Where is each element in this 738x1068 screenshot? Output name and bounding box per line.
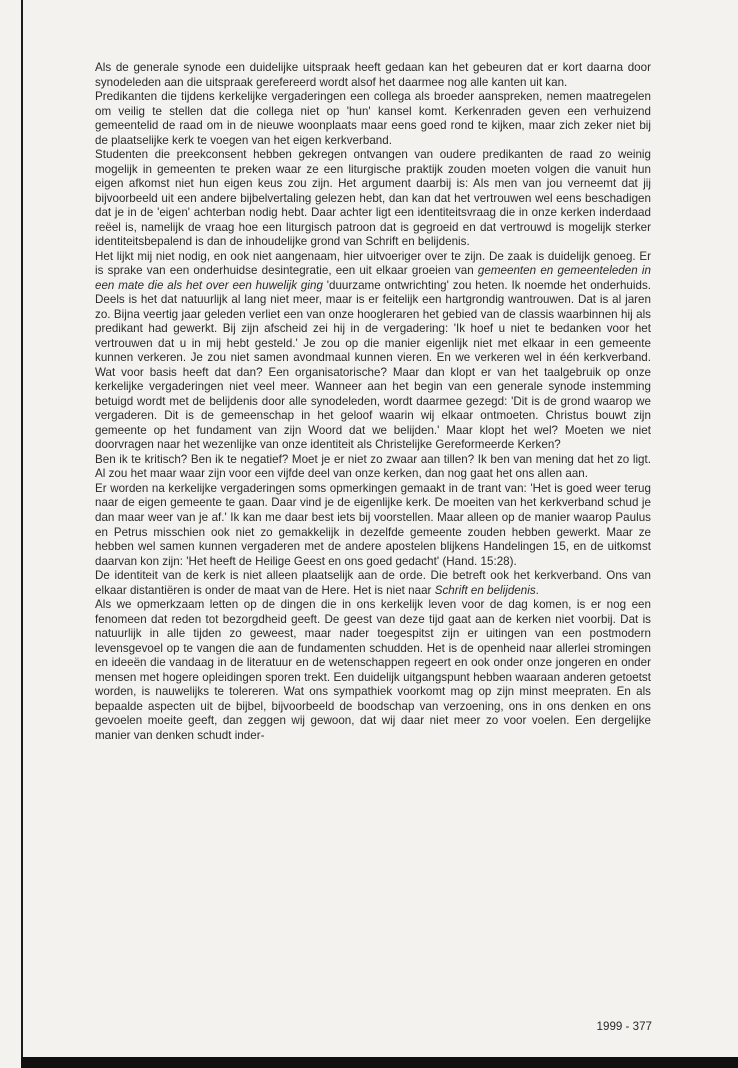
page-left-edge-rule	[21, 0, 23, 1058]
paragraph-7-part-1: De identiteit van de kerk is niet alleen plaatselijk aan de orde. Die betreft ook het kerkverband. Ons van elkaar distantiëren is onder de maat van de Here. Het is niet naar	[95, 569, 651, 597]
page-number: 1999 - 377	[596, 1020, 652, 1033]
paragraph-4	[95, 250, 651, 453]
paragraph-1: Als de generale synode een duidelijke uitspraak heeft gedaan kan het gebeuren dat er kort daarna door synodeleden aan die uitspraak gerefereerd wordt alsof het daarmee nog alle kanten uit kan.	[95, 61, 651, 89]
paragraph-4-italic: gemeenten en gemeenteleden in een mate die als het over een huwelijk ging	[95, 264, 651, 292]
paragraph-4-part-2: 'duurzame ontwrichting' zou heten. Ik noemde het onderhuids. Deels is het dat natuurlijk al lang niet meer, maar is er feitelijk een hartgrondig wantrouwen. Dat is al jaren zo. Bijna veertig jaar geleden verliet een van onze hoogleraren het gebied van de classis waarbinnen hij als predikant had gewerkt. Bij zijn afscheid zei hij in de vergadering: 'Ik hoef u niet te bedanken voor het vertrouwen dat u in mij hebt gesteld.' Je zou op die manier eigenlijk niet met elkaar in een gemeente kunnen verkeren. Je zou niet samen avondmaal kunnen vieren. En we verkeren wel in één kerkverband. Wat voor basis heeft dat dan? Een organisatorische? Maar dan klopt er van het taalgebruik op onze kerkelijke vergaderingen niet veel meer. Wanneer aan het begin van een generale synode instemming betuigd wordt met de belijdenis door alle synodeleden, wordt daarmee gezegd: 'Dit is de grond waarop we vergaderen. Dit is de gemeenschap in het geloof waarin wij elkaar ontmoeten. Christus bouwt zijn gemeente op het fundament van zijn Woord dat we belijden.' Maar klopt het wel? Moeten we niet doorvragen naar het wezenlijke van onze identiteit als Christelijke Gereformeerde Kerken?	[95, 278, 651, 452]
page-bottom-edge-rule	[21, 1057, 738, 1068]
paragraph-7-part-2: .	[535, 583, 539, 597]
paragraph-5: Ben ik te kritisch? Ben ik te negatief? Moet je er niet zo zwaar aan tillen? Ik ben van mening dat het zo ligt. Al zou het maar waar zijn voor een vijfde deel van onze kerken, dan nog gaat het ons allen aan.	[95, 452, 651, 481]
paragraph-2: Predikanten die tijdens kerkelijke vergaderingen een collega als broeder aanspreken, nemen maatregelen om veilig te stellen dat die collega niet op 'hun' kansel komt. Kerkenraden geven een verhuizend gemeentelid de raad om in de nieuwe woonplaats maar eens goed rond te kijken, maar zich zeker niet bij de plaatselijke kerk te voegen van het eigen kerkverband.	[95, 90, 651, 147]
paragraph-7-italic: Schrift en belijdenis	[434, 583, 536, 597]
paragraph-4-part-1: Het lijkt mij niet nodig, en ook niet aangenaam, hier uitvoeriger over te zijn. De zaak is duidelijk genoeg. Er is sprake van een onderhuidse desintegratie, een uit elkaar groeien van	[95, 249, 651, 278]
paragraph-3: Studenten die preekconsent hebben gekregen ontvangen van oudere predikanten de raad zo weinig mogelijk in gemeenten te preken waar ze een liturgische praktijk zouden moeten volgen die vanuit hun eigen afkomst niet hun eigen keus zou zijn. Het argument daarbij is: Als men van jou verneemt dat jij bijvoorbeeld uit een andere bijbelvertaling gelezen hebt, dan kan dat het vertrouwen wel eens beschadigen dat je in de 'eigen' achterban nodig hebt. Daar achter ligt een identiteitsvraag die in onze kerken inderdaad reëel is, namelijk de vraag hoe een liturgisch patroon dat is gegroeid en dat vertrouwd is mogelijk sterker identiteitsbepalend is dan de inhoudelijke grond van Schrift en belijdenis.	[95, 148, 651, 249]
paragraph-6: Er worden na kerkelijke vergaderingen soms opmerkingen gemaakt in de trant van: 'Het is goed weer terug naar de eigen gemeente te gaan. Daar vind je de eigenlijke kerk. De moeiten van het kerkverband schud je dan maar weer van je af.' Ik kan me daar best iets bij voorstellen. Maar alleen op de manier waarop Paulus en Petrus misschien ook niet zo gemakkelijk in dezelfde gemeente zouden hebben gewerkt. Maar ze hebben wel samen kunnen vergaderen met de andere apostelen blijkens Handelingen 15, en de uitkomst daarvan kon zijn: 'Het heeft de Heilige Geest en ons goed gedacht' (Hand. 15:28).	[95, 481, 651, 568]
paragraph-8: Als we opmerkzaam letten op de dingen die in ons kerkelijk leven voor de dag komen, is er nog een fenomeen dat reden tot bezorgdheid geeft. De geest van deze tijd gaat aan de kerken niet voorbij. Dat is natuurlijk in alle tijden zo geweest, maar nader toegespitst zijn er uitingen van een postmodern levensgevoel op te vangen die aan de fundamenten schudden. Het is de openheid naar allerlei stromingen en ideeën die vandaag in de literatuur en de wetenschappen regeert en ook onder onze jongeren en onder mensen met hogere opleidingen sporen trekt. Een duidelijk uitgangspunt hebben waaraan anderen getoetst worden, is nauwelijks te tolereren. Wat ons sympathiek voorkomt mag op zijn minst meepraten. En als bepaalde aspecten uit de bijbel, bijvoorbeeld de boodschap van verzoening, ons in ons denken en ons gevoelen moeite geeft, dan zeggen wij gewoon, dat wij daar niet meer zo voor voelen. Een dergelijke manier van denken schudt inder-	[95, 598, 651, 742]
body-text-column	[95, 61, 651, 743]
paragraph-7	[95, 569, 651, 598]
